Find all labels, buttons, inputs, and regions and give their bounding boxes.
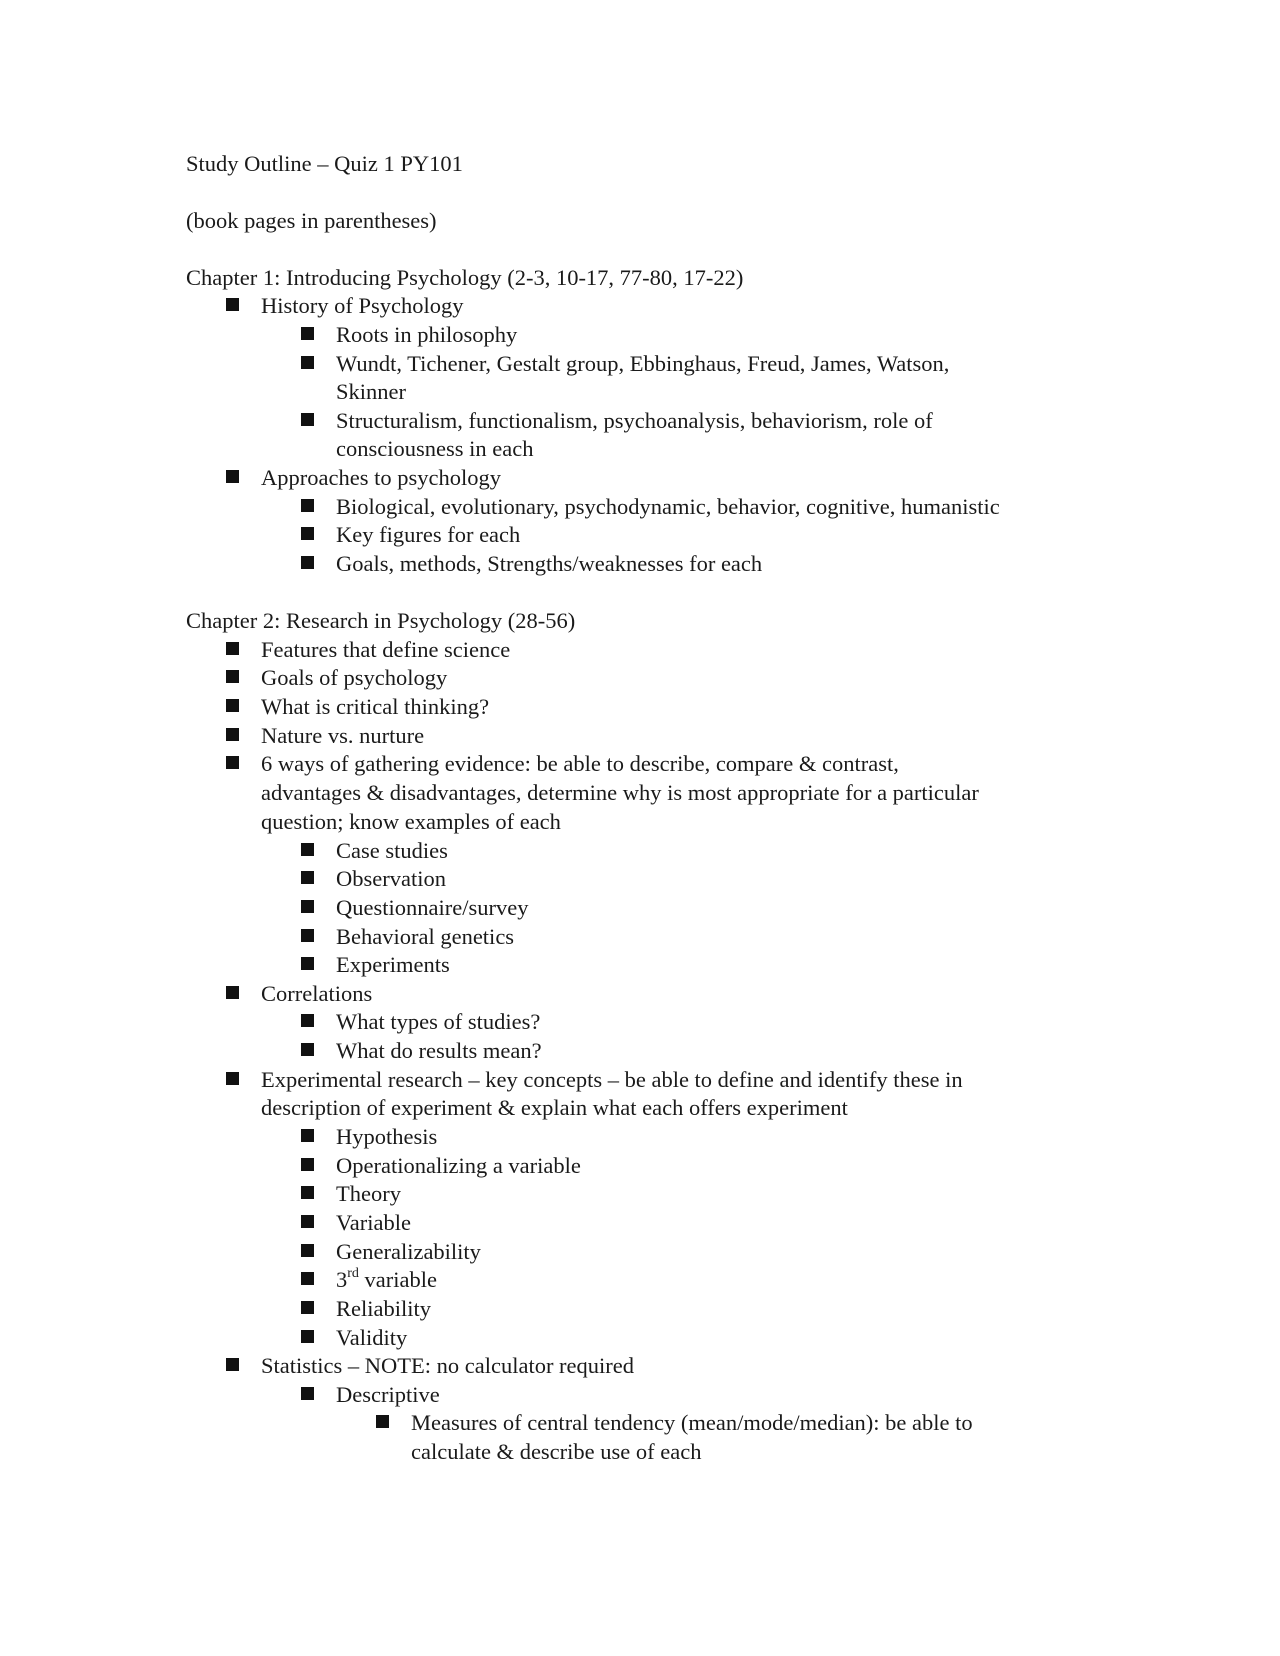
list-item-third-variable: [336, 1266, 437, 1294]
list-item: Observation: [336, 866, 446, 891]
square-bullet-icon: [301, 1186, 314, 1199]
square-bullet-icon: [301, 556, 314, 569]
list-item: Goals, methods, Strengths/weaknesses for each: [336, 551, 763, 576]
square-bullet-icon: [301, 1272, 314, 1285]
central-tendency: Measures of central tendency (mean/mode/median): be able to: [411, 1410, 973, 1435]
square-bullet-icon: [301, 1387, 314, 1400]
list-item-continuation: Skinner: [336, 379, 406, 404]
square-bullet-icon: [226, 1072, 239, 1085]
square-bullet-icon: [301, 957, 314, 970]
list-item: Structuralism, functionalism, psychoanalysis, behaviorism, role of: [336, 408, 933, 433]
experimental-intro-continuation: description of experiment & explain what each offers experiment: [261, 1095, 848, 1120]
square-bullet-icon: [226, 298, 239, 311]
list-item: What do results mean?: [336, 1038, 542, 1063]
list-item: Biological, evolutionary, psychodynamic, behavior, cognitive, humanistic: [336, 494, 1000, 519]
square-bullet-icon: [226, 728, 239, 741]
central-tendency-continuation: calculate & describe use of each: [411, 1439, 702, 1464]
third-variable-number: 3: [336, 1267, 348, 1292]
square-bullet-icon: [226, 670, 239, 683]
chapter-2-heading: Chapter 2: Research in Psychology (28-56): [186, 608, 576, 633]
list-item-continuation: consciousness in each: [336, 436, 534, 461]
list-item: Behavioral genetics: [336, 924, 515, 949]
list-item: Goals of psychology: [261, 665, 448, 690]
list-item: Features that define science: [261, 637, 511, 662]
list-item: What types of studies?: [336, 1009, 541, 1034]
correlations: Correlations: [261, 981, 373, 1006]
square-bullet-icon: [301, 1043, 314, 1056]
square-bullet-icon: [301, 1215, 314, 1228]
square-bullet-icon: [301, 1129, 314, 1142]
square-bullet-icon: [301, 1301, 314, 1314]
document-title: Study Outline – Quiz 1 PY101: [186, 151, 463, 176]
square-bullet-icon: [226, 1358, 239, 1371]
third-variable-suffix: rd: [347, 1265, 359, 1281]
list-item: Generalizability: [336, 1239, 481, 1264]
approaches-to-psychology: Approaches to psychology: [261, 465, 501, 490]
list-item: Case studies: [336, 838, 448, 863]
list-item: What is critical thinking?: [261, 694, 490, 719]
square-bullet-icon: [301, 413, 314, 426]
evidence-intro-continuation: advantages & disadvantages, determine why is most appropriate for a particular: [261, 780, 979, 805]
list-item: Questionnaire/survey: [336, 895, 529, 920]
square-bullet-icon: [301, 1330, 314, 1343]
square-bullet-icon: [301, 871, 314, 884]
square-bullet-icon: [226, 756, 239, 769]
list-item: Roots in philosophy: [336, 322, 518, 347]
square-bullet-icon: [301, 499, 314, 512]
evidence-intro: 6 ways of gathering evidence: be able to describe, compare & contrast,: [261, 751, 899, 776]
third-variable-text: variable: [358, 1267, 438, 1292]
square-bullet-icon: [301, 327, 314, 340]
square-bullet-icon: [301, 929, 314, 942]
square-bullet-icon: [301, 1014, 314, 1027]
experimental-intro: Experimental research – key concepts – be able to define and identify these in: [261, 1067, 963, 1092]
list-item: Wundt, Tichener, Gestalt group, Ebbinghaus, Freud, James, Watson,: [336, 351, 950, 376]
list-item: Reliability: [336, 1296, 431, 1321]
list-item: Validity: [336, 1325, 408, 1350]
chapter-1-heading: Chapter 1: Introducing Psychology (2-3, 10-17, 77-80, 17-22): [186, 265, 744, 290]
square-bullet-icon: [301, 900, 314, 913]
list-item: Hypothesis: [336, 1124, 438, 1149]
square-bullet-icon: [226, 699, 239, 712]
square-bullet-icon: [301, 1244, 314, 1257]
list-item: Operationalizing a variable: [336, 1153, 581, 1178]
page-note: (book pages in parentheses): [186, 208, 437, 233]
square-bullet-icon: [226, 986, 239, 999]
list-item: Variable: [336, 1210, 411, 1235]
square-bullet-icon: [301, 1158, 314, 1171]
square-bullet-icon: [301, 527, 314, 540]
list-item: Theory: [336, 1181, 401, 1206]
list-item: Experiments: [336, 952, 450, 977]
square-bullet-icon: [376, 1415, 389, 1428]
square-bullet-icon: [301, 356, 314, 369]
list-item: Nature vs. nurture: [261, 723, 425, 748]
square-bullet-icon: [301, 843, 314, 856]
evidence-intro-continuation: question; know examples of each: [261, 809, 561, 834]
square-bullet-icon: [226, 642, 239, 655]
descriptive: Descriptive: [336, 1382, 440, 1407]
history-of-psychology: History of Psychology: [261, 293, 464, 318]
square-bullet-icon: [226, 470, 239, 483]
list-item: Key figures for each: [336, 522, 521, 547]
statistics: Statistics – NOTE: no calculator required: [261, 1353, 635, 1378]
